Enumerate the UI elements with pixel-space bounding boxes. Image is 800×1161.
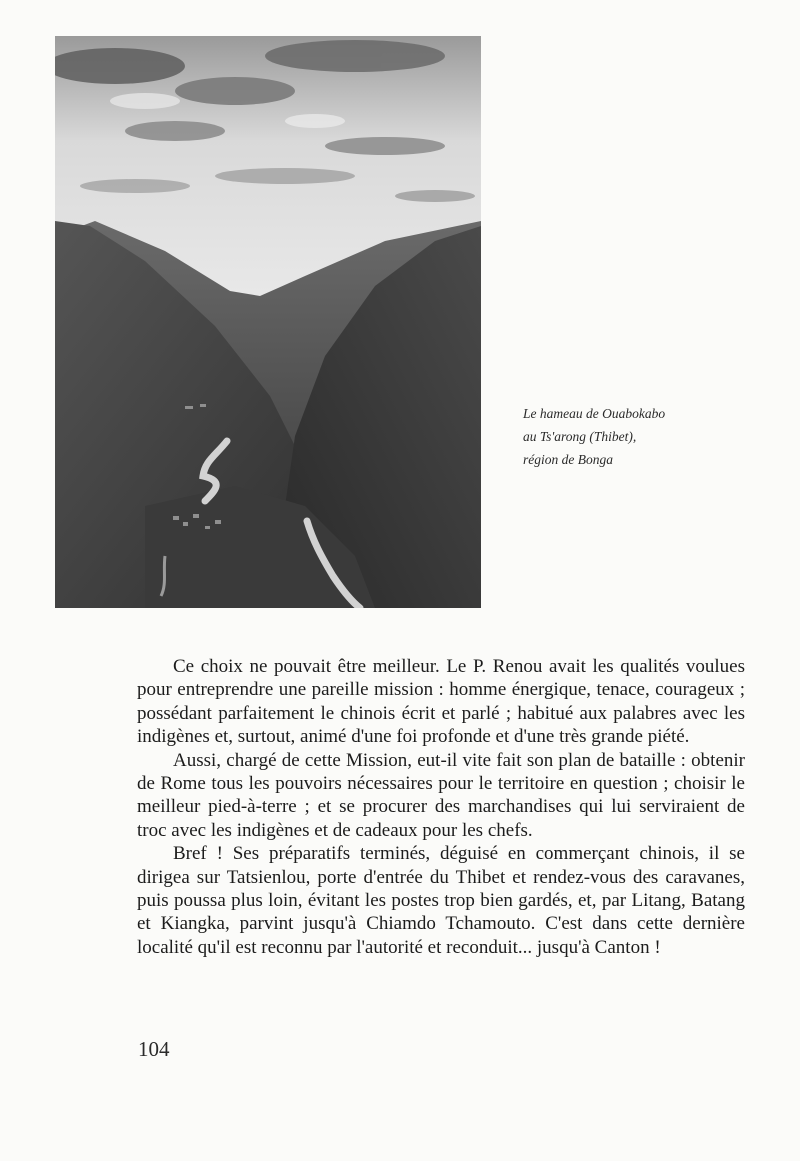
body-text (137, 655, 745, 959)
photo-caption (523, 402, 723, 471)
mountain-valley-photo (55, 36, 481, 608)
caption-line: au Ts'arong (Thibet), (523, 429, 637, 444)
caption-line: Le hameau de Ouabokabo (523, 406, 666, 421)
paragraph: Bref ! Ses préparatifs terminés, déguisé en commerçant chinois, il se dirigea sur Tatsienlou, porte d'entrée du Thibet et rendez-vous des caravanes, puis poussa plus loin, évitant les postes trop bien gardés, et, par Litang, Batang et Kiangka, parvint jusqu'à Chiamdo Tchamouto. C'est dans cette dernière localité qu'il est reconnu par l'autorité et reconduit... jusqu'à Canton ! (137, 843, 745, 958)
caption-line: région de Bonga (523, 452, 613, 467)
paragraph: Ce choix ne pouvait être meilleur. Le P. Renou avait les qualités voulues pour entreprendre une pareille mission : homme énergique, tenace, courageux ; possédant parfaitement le chinois écrit et parlé ; habitué aux palabres avec les indigènes et, surtout, animé d'une foi profonde et d'une très grande piété. (137, 656, 745, 748)
page-number: 104 (138, 1037, 170, 1061)
paragraph: Aussi, chargé de cette Mission, eut-il vite fait son plan de bataille : obtenir de Rome tous les pouvoirs nécessaires pour le territoire en question ; choisir le meilleur pied-à-terre ; et se procurer des marchandises qui lui serviraient de troc avec les indigènes et de cadeaux pour les chefs. (137, 749, 745, 841)
